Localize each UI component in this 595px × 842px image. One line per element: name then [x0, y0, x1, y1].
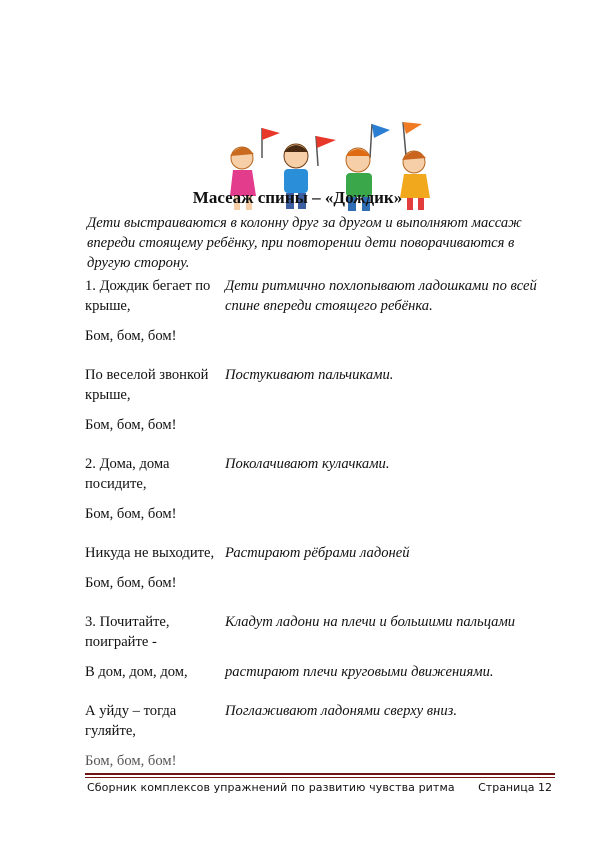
table-row: [85, 365, 555, 415]
action-cell: [225, 751, 555, 771]
verse-cell: Бом, бом, бом!: [85, 575, 177, 591]
page-number: Страница 12: [478, 781, 552, 794]
verse-cell: Никуда не выходите,: [85, 545, 215, 561]
verse-cell: 1. Дождик бегает по крыше,: [85, 278, 211, 314]
action-cell: Дети ритмично похлопывают ладошками по всей спине впереди стоящего ребёнка.: [225, 278, 537, 314]
action-cell: Растирают рёбрами ладоней: [225, 545, 410, 561]
verse-cell: Бом, бом, бом!: [85, 328, 177, 344]
verse-cell: Бом, бом, бом!: [85, 506, 177, 522]
table-row: [85, 573, 555, 612]
table-row: [85, 504, 555, 543]
verse-cell: В дом, дом, дом,: [85, 664, 188, 680]
table-row: [85, 276, 555, 326]
table-row: [85, 751, 555, 771]
footer-text: Сборник комплексов упражнений по развитию чувства ритма: [87, 781, 455, 794]
table-row: [85, 543, 555, 573]
page-title: Масеаж спины – «Дождик»: [192, 188, 403, 207]
table-row: [85, 454, 555, 504]
flag-icon: [262, 128, 280, 158]
massage-table: [85, 276, 555, 771]
table-row: [85, 415, 555, 454]
table-row: [85, 701, 555, 751]
footer-divider-thin: [85, 777, 555, 778]
table-row: [85, 326, 555, 365]
action-cell: [225, 326, 555, 365]
action-cell: Поколачивают кулачками.: [225, 456, 390, 472]
verse-cell: 2. Дома, дома посидите,: [85, 456, 170, 492]
table-row: [85, 662, 555, 701]
action-cell: Кладут ладони на плечи и большими пальцами: [225, 614, 516, 630]
action-cell: Постукивают пальчиками.: [225, 367, 394, 383]
verse-cell: По веселой звонкой крыше,: [85, 367, 209, 403]
action-cell: [225, 504, 555, 543]
verse-cell: Бом, бом, бом!: [85, 753, 177, 769]
footer-divider: [85, 773, 555, 775]
flag-icon: [316, 136, 336, 166]
action-cell: растирают плечи круговыми движениями.: [225, 664, 494, 680]
verse-cell: А уйду – тогда гуляйте,: [85, 703, 177, 739]
verse-cell: 3. Почитайте, поиграйте -: [85, 614, 170, 650]
intro-paragraph: Дети выстраиваются в колонну друг за другом и выполняют массаж впереди стоящему ребёнку, при повторении дети поворачиваются в другую сторону.: [87, 215, 522, 271]
verse-cell: Бом, бом, бом!: [85, 417, 177, 433]
action-cell: [225, 573, 555, 612]
action-cell: Поглаживают ладонями сверху вниз.: [225, 703, 457, 719]
flag-icon: [370, 124, 390, 158]
action-cell: [225, 415, 555, 454]
table-row: [85, 612, 555, 662]
